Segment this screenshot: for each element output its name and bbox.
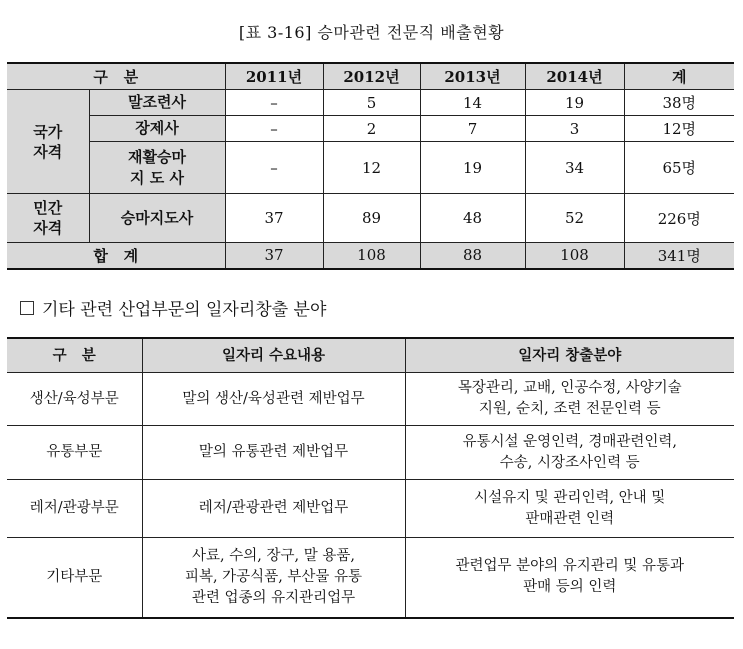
sector-cell: 생산/육성부문 [7,373,142,426]
table-row [7,90,734,116]
cell-2011: – [225,142,323,194]
cell-2014: 34 [525,142,624,194]
row-name: 장제사 [89,116,225,142]
job-creation-table [7,337,734,619]
cell-2014: 3 [525,116,624,142]
cell-2012: 12 [323,142,420,194]
header-2013: 2013년 [420,63,525,90]
header-category: 구 분 [7,338,142,373]
table-row [7,538,734,618]
demand-cell: 사료, 수의, 장구, 말 용품, 피복, 가공식품, 부산물 유통 관련 업종의 유지관리업무 [142,538,405,618]
sector-cell: 유통부문 [7,426,142,480]
total-label: 합 계 [7,243,225,269]
table-row [7,480,734,538]
header-total: 계 [624,63,734,90]
fields-cell: 유통시설 운영인력, 경매관련인력, 수송, 시장조사인력 등 [405,426,734,480]
cell-total: 226명 [624,194,734,243]
cell-2012: 5 [323,90,420,116]
cell-2013: 7 [420,116,525,142]
section-heading [20,295,326,320]
total-2012: 108 [323,243,420,269]
sector-cell: 기타부문 [7,538,142,618]
total-row [7,243,734,269]
sector-cell: 레저/관광부문 [7,480,142,538]
row-name: 승마지도사 [89,194,225,243]
checkbox-icon [20,301,34,315]
cell-total: 12명 [624,116,734,142]
cell-2011: – [225,116,323,142]
cell-2013: 48 [420,194,525,243]
expert-output-table [7,62,734,270]
header-2012: 2012년 [323,63,420,90]
table1-title: [표 3-16] 승마관련 전문직 배출현황 [238,23,505,42]
cell-2013: 19 [420,142,525,194]
header-2014: 2014년 [525,63,624,90]
demand-cell: 레저/관광관련 제반업무 [142,480,405,538]
table-row [7,116,734,142]
table-header-row [7,338,734,373]
table-row [7,194,734,243]
fields-cell: 시설유지 및 관리인력, 안내 및 판매관련 인력 [405,480,734,538]
total-2011: 37 [225,243,323,269]
cell-2013: 14 [420,90,525,116]
table-row [7,426,734,480]
demand-cell: 말의 유통관련 제반업무 [142,426,405,480]
cell-2012: 89 [323,194,420,243]
table-row [7,373,734,426]
group-private: 민간 자격 [7,194,89,243]
row-name: 재활승마 지 도 사 [89,142,225,194]
cell-2011: – [225,90,323,116]
section-label: 기타 관련 산업부문의 일자리창출 분야 [42,300,327,320]
header-fields: 일자리 창출분야 [405,338,734,373]
total-2013: 88 [420,243,525,269]
demand-cell: 말의 생산/육성관련 제반업무 [142,373,405,426]
group-national: 국가 자격 [7,90,89,194]
header-category: 구 분 [7,63,225,90]
cell-2014: 52 [525,194,624,243]
row-name: 말조련사 [89,90,225,116]
header-2011: 2011년 [225,63,323,90]
cell-2014: 19 [525,90,624,116]
cell-total: 65명 [624,142,734,194]
total-sum: 341명 [624,243,734,269]
header-demand: 일자리 수요내용 [142,338,405,373]
fields-cell: 관련업무 분야의 유지관리 및 유통과 판매 등의 인력 [405,538,734,618]
total-2014: 108 [525,243,624,269]
fields-cell: 목장관리, 교배, 인공수정, 사양기술 지원, 순치, 조련 전문인력 등 [405,373,734,426]
table-header-row [7,63,734,90]
cell-2011: 37 [225,194,323,243]
table-row [7,142,734,194]
cell-total: 38명 [624,90,734,116]
cell-2012: 2 [323,116,420,142]
